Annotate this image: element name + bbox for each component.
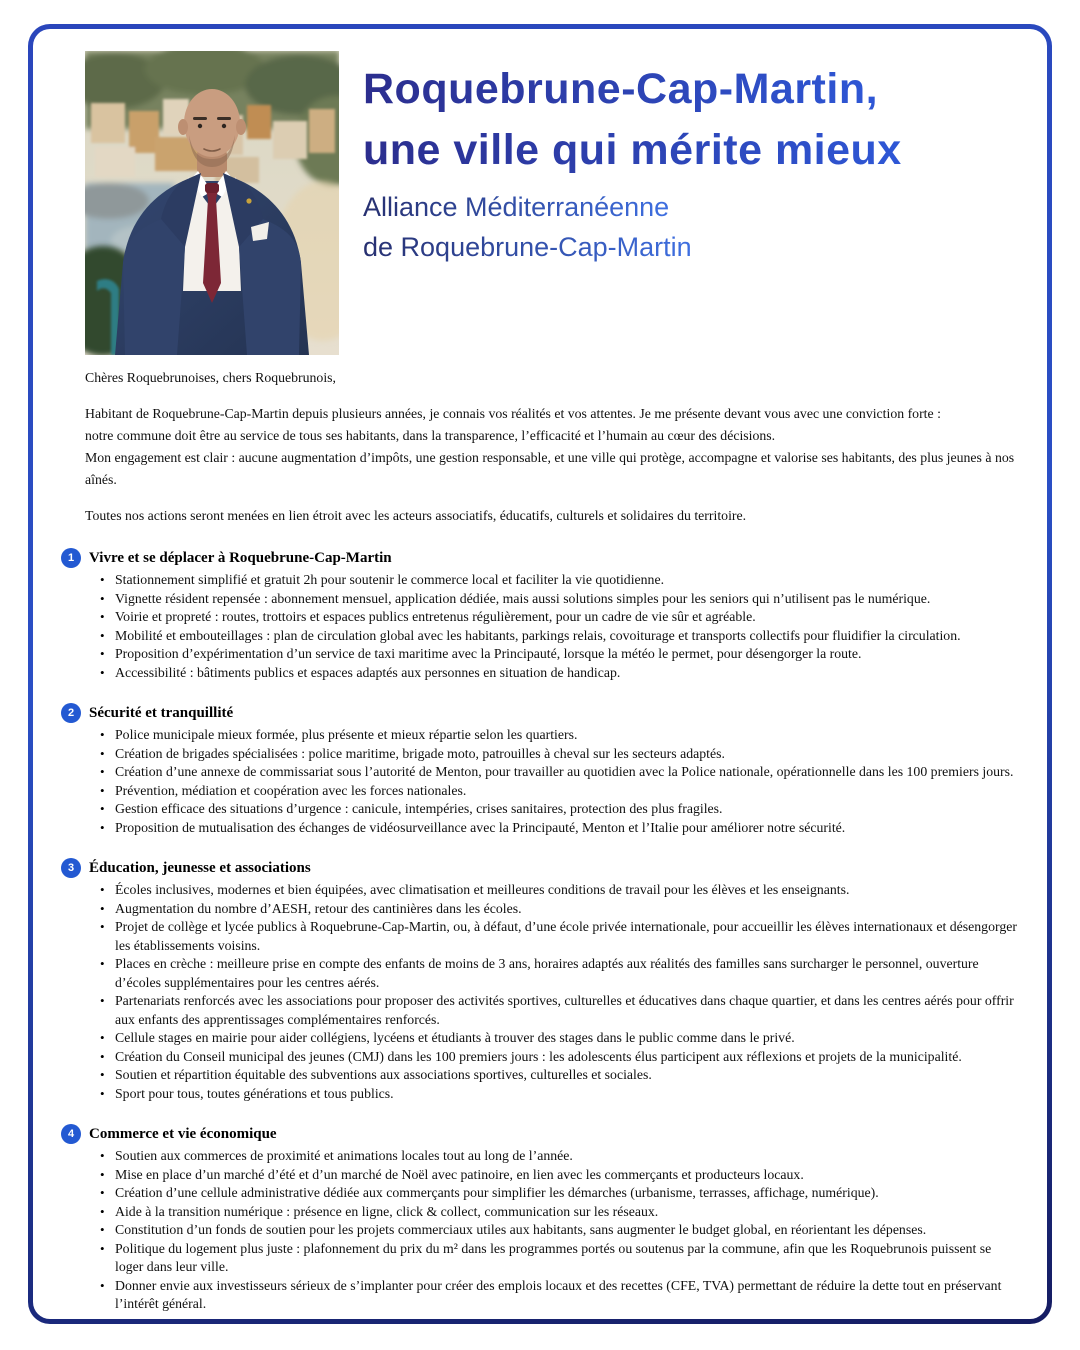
flyer-page: [33, 29, 1047, 1319]
bullet-item: • Création d’une cellule administrative dédiée aux commerçants pour simplifier les démarches (urbanisme, terrasses, affichage, numérique).: [113, 1184, 1017, 1203]
bullet-item: • Création d’une annexe de commissariat sous l’autorité de Menton, pour travailler au quotidien avec la Police nationale, opérationnelle dans les 100 premiers jours.: [113, 763, 1017, 782]
bullet-item: • Prévention, médiation et coopération avec les forces nationales.: [113, 782, 1017, 801]
header: [85, 51, 1017, 355]
section-bullets: [85, 1147, 1017, 1314]
sections: [67, 547, 1017, 1314]
page-title-line2: une ville qui mérite mieux: [363, 120, 902, 181]
section-title: Sécurité et tranquillité: [89, 704, 234, 721]
section-number-badge: 2: [61, 703, 81, 723]
bullet-item: • Vignette résident repensée : abonnement mensuel, application dédiée, mais aussi solutions simples pour les seniors qui n’utilisent pas le numérique.: [113, 590, 1017, 609]
bullet-item: • Politique du logement plus juste : plafonnement du prix du m² dans les programmes portés ou soutenus par la commune, afin que les Roquebrunois puissent se loger dans leur ville.: [113, 1240, 1017, 1277]
bullet-item: • Places en crèche : meilleure prise en compte des enfants de moins de 3 ans, horaires adaptés aux réalités des familles sans surcharger le personnel, ouverture d’écoles supplémentaires pour les centres aérés.: [113, 955, 1017, 992]
bullet-item: • Donner envie aux investisseurs sérieux de s’implanter pour créer des emplois locaux et des recettes (CFE, TVA) permettant de réduire la dette tout en préservant l’intérêt général.: [113, 1277, 1017, 1314]
bullet-item: • Projet de collège et lycée publics à Roquebrune-Cap-Martin, ou, à défaut, d’une école privée internationale, pour accueillir les élèves internationaux et désengorger les établissements voisins.: [113, 918, 1017, 955]
bullet-item: • Soutien aux commerces de proximité et animations locales tout au long de l’année.: [113, 1147, 1017, 1166]
bullet-item: • Constitution d’un fonds de soutien pour les projets commerciaux utiles aux habitants, sans augmenter le budget global, en réorientant les dépenses.: [113, 1221, 1017, 1240]
section-header: [61, 702, 1017, 724]
section-header: [61, 547, 1017, 569]
section-header: [61, 1123, 1017, 1145]
section-number-badge: 1: [61, 548, 81, 568]
title-block: [363, 51, 902, 355]
page-subtitle: [363, 187, 902, 267]
bullet-item: • Aide à la transition numérique : présence en ligne, click & collect, communication sur les réseaux.: [113, 1203, 1017, 1222]
bullet-item: • Soutien et répartition équitable des subventions aux associations sportives, culturelles et sociales.: [113, 1066, 1017, 1085]
bullet-item: • Cellule stages en mairie pour aider collégiens, lycéens et étudiants à trouver des stages dans le public comme dans le privé.: [113, 1029, 1017, 1048]
program-section: [67, 547, 1017, 682]
program-section: [67, 1123, 1017, 1314]
bullet-item: • Gestion efficace des situations d’urgence : canicule, intempéries, crises sanitaires, protection des plus fragiles.: [113, 800, 1017, 819]
bullet-item: • Proposition de mutualisation des échanges de vidéosurveillance avec la Principauté, Menton et l’Italie pour améliorer notre sécurité.: [113, 819, 1017, 838]
page-title: [363, 59, 902, 181]
bullet-item: • Mise en place d’un marché d’été et d’un marché de Noël avec patinoire, en lien avec les commerçants et producteurs locaux.: [113, 1166, 1017, 1185]
section-header: [61, 857, 1017, 879]
program-section: [67, 702, 1017, 837]
intro: [85, 367, 1017, 527]
candidate-photo-illustration: [85, 51, 339, 355]
salutation: Chères Roquebrunoises, chers Roquebrunois,: [85, 370, 336, 385]
bullet-item: • Accessibilité : bâtiments publics et espaces adaptés aux personnes en situation de handicap.: [113, 664, 1017, 683]
page-subtitle-line1: Alliance Méditerranéenne: [363, 187, 669, 227]
bullet-item: • Mobilité et embouteillages : plan de circulation global avec les habitants, parkings relais, covoiturage et transports collectifs pour fluidifier la circulation.: [113, 627, 1017, 646]
section-bullets: [85, 726, 1017, 837]
section-bullets: [85, 571, 1017, 682]
bullet-item: • Stationnement simplifié et gratuit 2h pour soutenir le commerce local et faciliter la vie quotidienne.: [113, 571, 1017, 590]
bullet-item: • Proposition d’expérimentation d’un service de taxi maritime avec la Principauté, lorsque la météo le permet, pour désengorger la route.: [113, 645, 1017, 664]
intro-paragraph-line: Habitant de Roquebrune-Cap-Martin depuis plusieurs années, je connais vos réalités et vos attentes. Je me présente devant vous avec une conviction forte :: [85, 406, 941, 421]
bullet-item: • Voirie et propreté : routes, trottoirs et espaces publics entretenus régulièrement, pour un cadre de vie sûr et agréable.: [113, 608, 1017, 627]
page-subtitle-line2: de Roquebrune-Cap-Martin: [363, 227, 692, 267]
intro-paragraph-line: notre commune doit être au service de tous ses habitants, dans la transparence, l’efficacité et l’humain au cœur des décisions.: [85, 428, 776, 443]
intro-closing: Toutes nos actions seront menées en lien étroit avec les acteurs associatifs, éducatifs, culturels et solidaires du territoire.: [85, 508, 747, 523]
section-title: Vivre et se déplacer à Roquebrune-Cap-Martin: [89, 549, 392, 566]
program-section: [67, 857, 1017, 1103]
section-bullets: [85, 881, 1017, 1103]
section-number-badge: 3: [61, 858, 81, 878]
bullet-item: • Augmentation du nombre d’AESH, retour des cantinières dans les écoles.: [113, 900, 1017, 919]
bullet-item: • Création de brigades spécialisées : police maritime, brigade moto, patrouilles à cheval sur les secteurs adaptés.: [113, 745, 1017, 764]
bullet-item: • Création du Conseil municipal des jeunes (CMJ) dans les 100 premiers jours : les adolescents élus participent aux réflexions et projets de la municipalité.: [113, 1048, 1017, 1067]
bullet-item: • Sport pour tous, toutes générations et tous publics.: [113, 1085, 1017, 1104]
section-title: Éducation, jeunesse et associations: [89, 859, 311, 876]
intro-paragraph-line: Mon engagement est clair : aucune augmentation d’impôts, une gestion responsable, et une ville qui protège, accompagne et valorise ses habitants, des plus jeunes à nos aînés.: [85, 450, 1015, 487]
candidate-photo: [85, 51, 339, 355]
section-number-badge: 4: [61, 1124, 81, 1144]
bullet-item: • Partenariats renforcés avec les associations pour proposer des activités sportives, culturelles et éducatives dans chaque quartier, et dans les centres aérés pour offrir aux enfants des apprentissages complémentaires renforcés.: [113, 992, 1017, 1029]
flyer-page-border: [28, 24, 1052, 1324]
bullet-item: • Écoles inclusives, modernes et bien équipées, avec climatisation et meilleures conditions de travail pour les élèves et les enseignants.: [113, 881, 1017, 900]
section-title: Commerce et vie économique: [89, 1125, 277, 1142]
bullet-item: • Police municipale mieux formée, plus présente et mieux répartie selon les quartiers.: [113, 726, 1017, 745]
page-title-line1: Roquebrune-Cap-Martin,: [363, 59, 878, 120]
